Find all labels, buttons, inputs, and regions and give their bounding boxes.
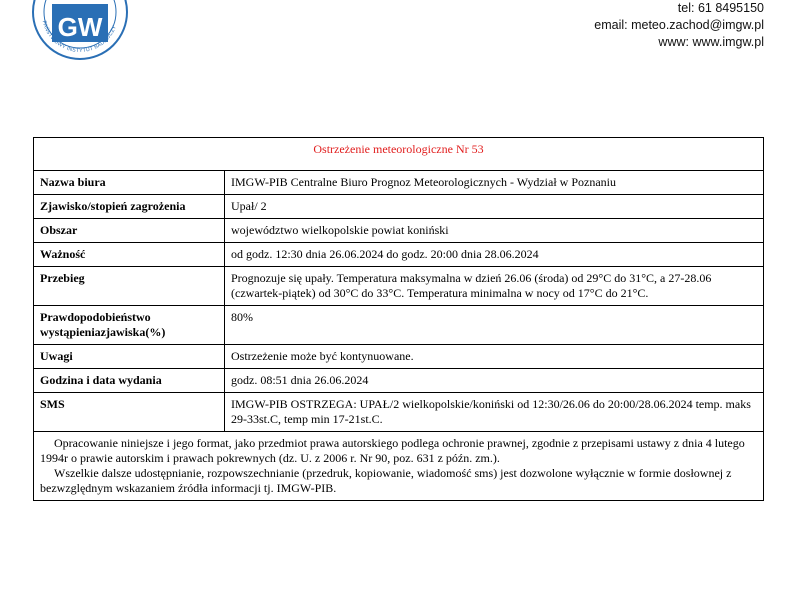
copyright-paragraph: Opracowanie niniejsze i jego format, jako przedmiot prawa autorskiego podlega ochronie prawnej, zgodnie z przepisami ustawy z dnia 4 lutego 1994r o prawie autorskim i prawach pokrewnych (dz. U. z 2006 r. Nr 90, poz. 631 z późn. zm.). (40, 436, 745, 465)
row-value: IMGW-PIB Centralne Biuro Prognoz Meteorologicznych - Wydział w Poznaniu (225, 171, 764, 195)
row-value: godz. 08:51 dnia 26.06.2024 (225, 369, 764, 393)
table-row (34, 306, 764, 345)
table-row (34, 393, 764, 432)
imgw-logo (30, 0, 130, 62)
table-row (34, 243, 764, 267)
redistribution-paragraph: Wszelkie dalsze udostępnianie, rozpowszechnianie (przedruk, kopiowanie, wiadomość sms) jest dozwolone wyłącznie w formie dosłownej z bezwzględnym wskazaniem źródła informacji tj. IMGW-PIB. (40, 466, 732, 495)
table-row (34, 219, 764, 243)
row-label: Uwagi (34, 345, 225, 369)
row-label: Obszar (34, 219, 225, 243)
warning-title: Ostrzeżenie meteorologiczne Nr 53 (34, 138, 764, 171)
row-value: od godz. 12:30 dnia 26.06.2024 do godz. 20:00 dnia 28.06.2024 (225, 243, 764, 267)
row-label: Prawdopodobieństwo wystąpieniazjawiska(%) (34, 306, 225, 345)
logo-ring-text-bottom: PAŃSTWOWY INSTYTUT BADAWCZY (40, 20, 118, 55)
row-label: Godzina i data wydania (34, 369, 225, 393)
row-label: Przebieg (34, 267, 225, 306)
table-row (34, 267, 764, 306)
table-row (34, 345, 764, 369)
contact-email[interactable]: email: meteo.zachod@imgw.pl (594, 18, 764, 32)
row-label: SMS (34, 393, 225, 432)
row-value: Prognozuje się upały. Temperatura maksymalna w dzień 26.06 (środa) od 29°C do 31°C, a 27-28.06 (czwartek-piątek) od 30°C do 33°C. Temperatura minimalna w nocy od 17°C do 21°C. (225, 267, 764, 306)
row-value: IMGW-PIB OSTRZEGA: UPAŁ/2 wielkopolskie/koniński od 12:30/26.06 do 20:00/28.06.2024 temp. maks 29-33st.C, temp min 17-21st.C. (225, 393, 764, 432)
copyright-notice (34, 432, 764, 501)
warning-table (33, 137, 764, 501)
row-label: Ważność (34, 243, 225, 267)
table-row (34, 369, 764, 393)
row-label: Nazwa biura (34, 171, 225, 195)
table-row (34, 195, 764, 219)
contact-tel: tel: 61 8495150 (677, 1, 764, 15)
logo-text: GW (57, 12, 103, 42)
row-label: Zjawisko/stopień zagrożenia (34, 195, 225, 219)
contact-www[interactable]: www: www.imgw.pl (658, 35, 764, 49)
table-row (34, 171, 764, 195)
row-value: Ostrzeżenie może być kontynuowane. (225, 345, 764, 369)
contact-info (594, 0, 764, 51)
row-value: województwo wielkopolskie powiat koniński (225, 219, 764, 243)
row-value: 80% (225, 306, 764, 345)
row-value: Upał/ 2 (225, 195, 764, 219)
